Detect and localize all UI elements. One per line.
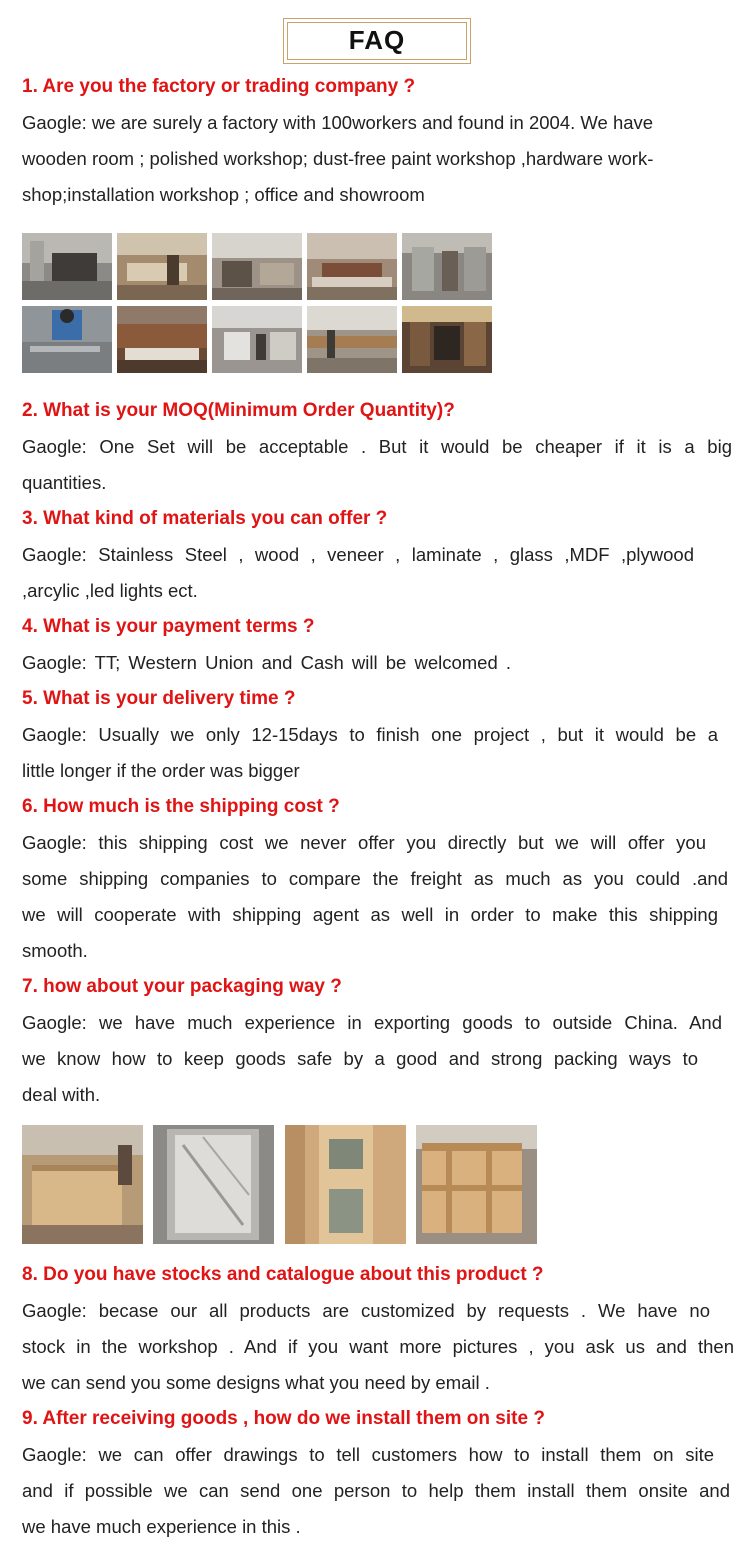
packaging-photo [22,1125,143,1244]
answer-line: little longer if the order was bigger [22,760,300,781]
faq-question-6: 6. How much is the shipping cost ? [22,796,340,817]
faq-question-5: 5. What is your delivery time ? [22,688,296,709]
faq-answer-6 [22,825,732,969]
page-title: FAQ [348,25,406,55]
answer-line: ,arcylic ,led lights ect. [22,580,198,601]
faq-title-box [283,18,471,64]
answer-line: deal with. [22,1084,101,1105]
faq-answer-2 [22,429,732,501]
factory-photo [117,306,207,373]
faq-answer-4 [22,645,732,681]
faq-question-8: 8. Do you have stocks and catalogue about this product ? [22,1264,544,1285]
factory-photo [402,306,492,373]
faq-question-4: 4. What is your payment terms ? [22,616,315,637]
answer-line: smooth. [22,940,88,961]
answer-line: and if possible we can send one person to help them install them onsite and [22,1480,730,1501]
answer-line: stock in the workshop . And if you want more pictures , you ask us and then [22,1336,734,1357]
faq-question-1: 1. Are you the factory or trading company ? [22,76,416,97]
answer-line: we have much experience in this . [22,1516,301,1537]
factory-photo-gallery [22,233,494,375]
factory-photo [307,233,397,300]
packaging-photo [285,1125,406,1244]
factory-photo [307,306,397,373]
factory-photo [22,306,112,373]
faq-answer-8 [22,1293,732,1401]
answer-line: wooden room ; polished workshop; dust-free paint workshop ,hardware work- [22,148,654,169]
faq-answer-5 [22,717,732,789]
factory-photo [22,233,112,300]
factory-photo [212,233,302,300]
faq-answer-3 [22,537,732,609]
answer-line: Gaogle: we are surely a factory with 100workers and found in 2004. We have [22,112,654,133]
faq-question-9: 9. After receiving goods , how do we install them on site ? [22,1408,545,1429]
factory-photo [117,233,207,300]
answer-line: Gaogle: this shipping cost we never offer you directly but we will offer you [22,832,706,853]
answer-line: shop;installation workshop ; office and showroom [22,184,425,205]
answer-line: Gaogle: TT; Western Union and Cash will be welcomed . [22,652,512,673]
packaging-photo-gallery [22,1125,542,1245]
faq-question-3: 3. What kind of materials you can offer ? [22,508,388,529]
answer-line: Gaogle: Stainless Steel , wood , veneer , laminate , glass ,MDF ,plywood [22,544,694,565]
answer-line: we can send you some designs what you need by email . [22,1372,490,1393]
answer-line: Gaogle: Usually we only 12-15days to finish one project , but it would be a [22,724,718,745]
factory-photo [402,233,492,300]
answer-line: Gaogle: we have much experience in exporting goods to outside China. And [22,1012,722,1033]
packaging-photo [153,1125,274,1244]
faq-question-7: 7. how about your packaging way ? [22,976,342,997]
answer-line: Gaogle: One Set will be acceptable . But it would be cheaper if it is a big [22,436,732,457]
answer-line: we know how to keep goods safe by a good and strong packing ways to [22,1048,698,1069]
answer-line: Gaogle: becase our all products are customized by requests . We have no [22,1300,710,1321]
answer-line: quantities. [22,472,107,493]
faq-question-2: 2. What is your MOQ(Minimum Order Quantity)? [22,400,455,421]
answer-line: Gaogle: we can offer drawings to tell customers how to install them on site [22,1444,714,1465]
answer-line: some shipping companies to compare the freight as much as you could .and [22,868,728,889]
faq-answer-9 [22,1437,732,1545]
faq-answer-1 [22,105,732,213]
factory-photo [212,306,302,373]
faq-answer-7 [22,1005,732,1113]
packaging-photo [416,1125,537,1244]
answer-line: we will cooperate with shipping agent as well in order to make this shipping [22,904,718,925]
